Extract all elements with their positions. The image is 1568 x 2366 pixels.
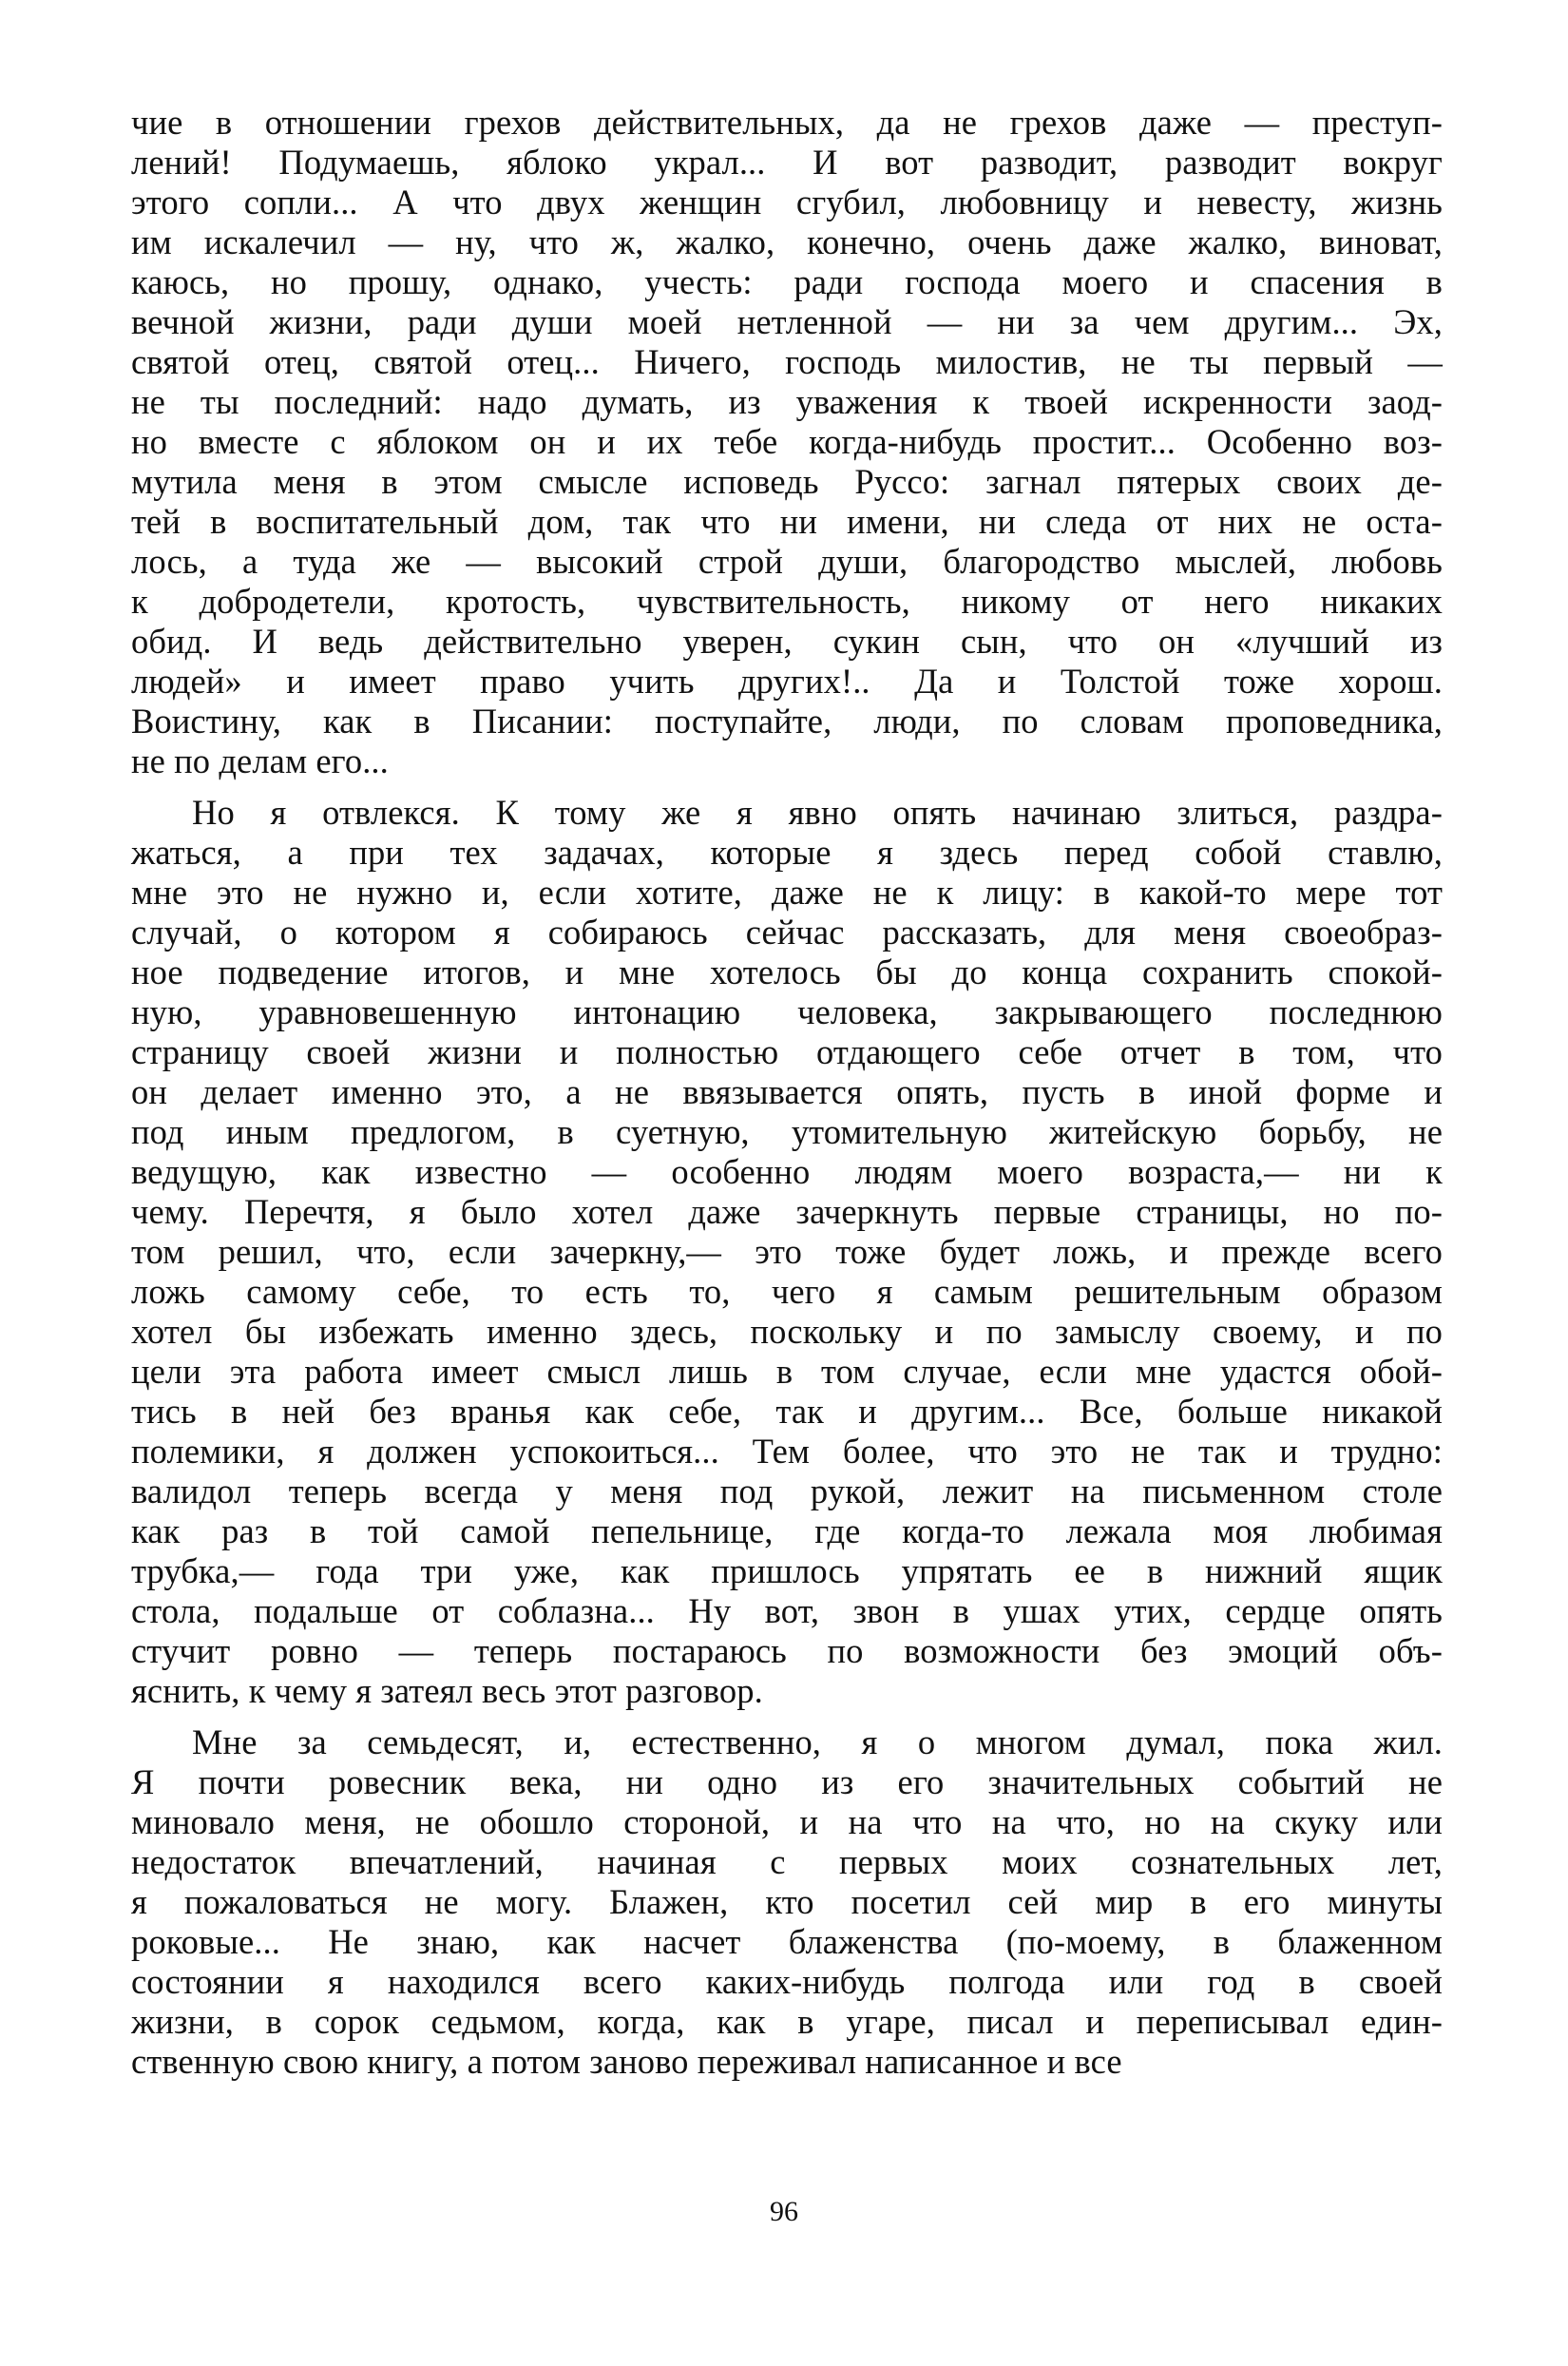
text-line: ное подведение итогов, и мне хотелось бы до конца сохранить спокой-	[131, 952, 1443, 991]
paragraph	[131, 103, 1443, 781]
text-line: Мне за семьдесят, и, естественно, я о многом думал, пока жил.	[192, 1722, 1443, 1761]
body-text	[131, 103, 1443, 2082]
text-line: им искалечил — ну, что ж, жалко, конечно, очень даже жалко, виноват,	[131, 222, 1443, 261]
text-line: мне это не нужно и, если хотите, даже не к лицу: в какой-то мере тот	[131, 873, 1443, 912]
text-line: каюсь, но прошу, однако, учесть: ради господа моего и спасения в	[131, 262, 1443, 301]
text-line: Я почти ровесник века, ни одно из его значительных событий не	[131, 1762, 1443, 1801]
text-line: мутила меня в этом смысле исповедь Руссо: загнал пятерых своих де-	[131, 462, 1443, 501]
text-line: ведущую, как известно — особенно людям моего возраста,— ни к	[131, 1152, 1443, 1191]
text-line: роковые... Не знаю, как насчет блаженства (по-моему, в блаженном	[131, 1922, 1443, 1961]
paragraph	[131, 1722, 1443, 2082]
text-line: чие в отношении грехов действительных, да не грехов даже — преступ-	[131, 103, 1443, 142]
text-line: недостаток впечатлений, начиная с первых моих сознательных лет,	[131, 1842, 1443, 1881]
text-line: яснить, к чему я затеял весь этот разговор.	[131, 1671, 763, 1710]
text-line: Но я отвлекся. К тому же я явно опять начинаю злиться, раздра-	[192, 793, 1443, 832]
text-line: он делает именно это, а не ввязывается опять, пусть в иной форме и	[131, 1072, 1443, 1111]
text-line: святой отец, святой отец... Ничего, господь милостив, не ты первый —	[131, 342, 1443, 381]
text-line: страницу своей жизни и полностью отдающего себе отчет в том, что	[131, 1032, 1443, 1071]
text-line: чему. Перечтя, я было хотел даже зачеркнуть первые страницы, но по-	[131, 1192, 1443, 1231]
text-line: хотел бы избежать именно здесь, поскольку и по замыслу своему, и по	[131, 1312, 1443, 1351]
text-line: ную, уравновешенную интонацию человека, закрывающего последнюю	[131, 992, 1443, 1031]
text-line: жизни, в сорок седьмом, когда, как в угаре, писал и переписывал един-	[131, 2002, 1443, 2041]
text-line: трубка,— года три уже, как пришлось упрятать ее в нижний ящик	[131, 1551, 1443, 1590]
text-line: лений! Подумаешь, яблоко украл... И вот разводит, разводит вокруг	[131, 143, 1443, 182]
text-line: миновало меня, не обошло стороной, и на что на что, но на скуку или	[131, 1802, 1443, 1841]
text-line: не по делам его...	[131, 741, 389, 780]
text-line: не ты последний: надо думать, из уважения к твоей искренности заод-	[131, 382, 1443, 421]
text-line: жаться, а при тех задачах, которые я здесь перед собой ставлю,	[131, 833, 1443, 872]
text-line: лось, а туда же — высокий строй души, благородство мыслей, любовь	[131, 542, 1443, 581]
text-line: как раз в той самой пепельнице, где когда-то лежала моя любимая	[131, 1511, 1443, 1550]
text-line: Воистину, как в Писании: поступайте, люди, по словам проповедника,	[131, 702, 1443, 741]
text-line: стола, подальше от соблазна... Ну вот, звон в ушах утих, сердце опять	[131, 1591, 1443, 1630]
text-line: вечной жизни, ради души моей нетленной — ни за чем другим... Эх,	[131, 302, 1443, 341]
paragraph	[131, 793, 1443, 1711]
text-line: обид. И ведь действительно уверен, сукин сын, что он «лучший из	[131, 622, 1443, 661]
text-line: тись в ней без вранья как себе, так и другим... Все, больше никакой	[131, 1392, 1443, 1431]
text-line: к добродетели, кротость, чувствительность, никому от него никаких	[131, 582, 1443, 621]
page-number: 96	[770, 2196, 798, 2227]
text-line: том решил, что, если зачеркну,— это тоже будет ложь, и прежде всего	[131, 1232, 1443, 1271]
text-line: этого сопли... А что двух женщин сгубил, любовницу и невесту, жизнь	[131, 183, 1443, 221]
text-line: ственную свою книгу, а потом заново переживал написанное и все	[131, 2042, 1122, 2081]
text-line: состоянии я находился всего каких-нибудь полгода или год в своей	[131, 1962, 1443, 2001]
text-line: стучит ровно — теперь постараюсь по возможности без эмоций объ-	[131, 1631, 1443, 1670]
text-line: тей в воспитательный дом, так что ни имени, ни следа от них не оста-	[131, 502, 1443, 541]
text-line: цели эта работа имеет смысл лишь в том случае, если мне удастся обой-	[131, 1352, 1443, 1391]
text-line: ложь самому себе, то есть то, чего я самым решительным образом	[131, 1272, 1443, 1311]
text-line: я пожаловаться не могу. Блажен, кто посетил сей мир в его минуты	[131, 1882, 1443, 1921]
text-line: но вместе с яблоком он и их тебе когда-нибудь простит... Особенно воз-	[131, 422, 1443, 461]
text-line: валидол теперь всегда у меня под рукой, лежит на письменном столе	[131, 1472, 1443, 1510]
text-line: людей» и имеет право учить других!.. Да и Толстой тоже хорош.	[131, 662, 1443, 701]
text-line: полемики, я должен успокоиться... Тем более, что это не так и трудно:	[131, 1432, 1443, 1471]
text-line: под иным предлогом, в суетную, утомительную житейскую борьбу, не	[131, 1112, 1443, 1151]
text-line: случай, о котором я собираюсь сейчас рассказать, для меня своеобраз-	[131, 913, 1443, 952]
